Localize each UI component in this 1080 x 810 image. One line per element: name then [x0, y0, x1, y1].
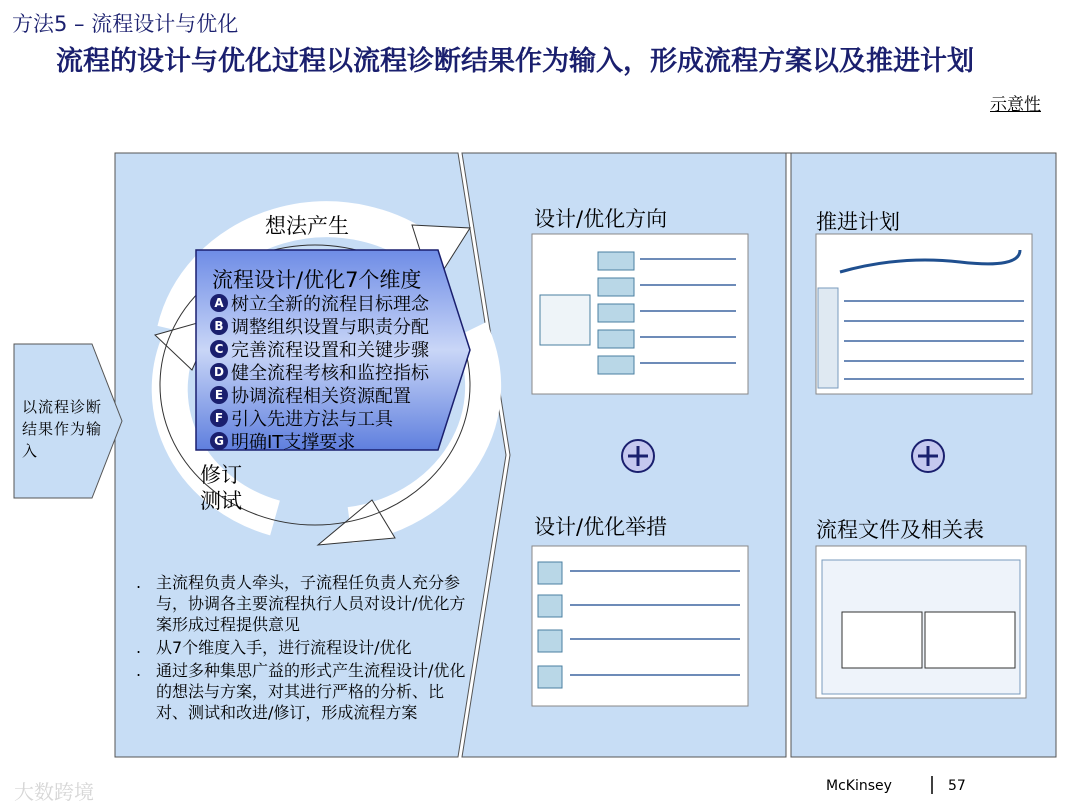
doc-text-line: [640, 362, 736, 364]
plus-icon-right: [912, 440, 944, 472]
bullet-item: [130, 572, 470, 635]
illustrative-tag: 示意性: [990, 95, 1041, 115]
doc-text-line: [844, 360, 1024, 362]
dimension-badge: F: [210, 409, 228, 427]
bullet-list: [130, 572, 470, 725]
dimension-text: 完善流程设置和关键步骤: [231, 340, 429, 361]
section-title: 方法5 – 流程设计与优化: [12, 12, 239, 36]
footer-brand: McKinsey: [826, 778, 892, 794]
doc-text-line: [844, 378, 1024, 380]
watermark: 大数跨境: [14, 780, 94, 804]
dimension-text: 调整组织设置与职责分配: [231, 317, 429, 338]
dimension-badge: D: [210, 363, 228, 381]
doc-plan: [816, 234, 1032, 394]
bullet-marker: .: [136, 573, 142, 592]
measures-label: 设计/优化举措: [534, 515, 668, 539]
dimensions-title: 流程设计/优化7个维度: [212, 268, 422, 292]
dimension-badge: A: [210, 294, 228, 312]
process-files-label: 流程文件及相关表: [816, 518, 984, 542]
dimension-badge: G: [210, 432, 228, 450]
doc-text-line: [844, 320, 1024, 322]
page-headline: 流程的设计与优化过程以流程诊断结果作为输入，形成流程方案以及推进计划: [56, 46, 974, 77]
doc-text-line: [570, 638, 740, 640]
direction-label: 设计/优化方向: [534, 207, 668, 231]
dimension-badge: E: [210, 386, 228, 404]
dimension-text: 明确IT支撑要求: [231, 432, 356, 453]
doc-process-files: [816, 546, 1026, 698]
plan-label: 推进计划: [816, 210, 900, 234]
doc-text-line: [640, 258, 736, 260]
dimension-text: 树立全新的流程目标理念: [231, 294, 429, 315]
bullet-item: [130, 637, 470, 658]
bullet-item: [130, 660, 470, 723]
bullet-marker: .: [136, 638, 142, 657]
bullet-text: 主流程负责人牵头，子流程任负责人充分参与，协调各主要流程执行人员对设计/优化方案形成过程提供意见: [156, 573, 466, 634]
revise-test-label: 修订 测试: [200, 463, 242, 513]
doc-text-line: [570, 674, 740, 676]
doc-text-line: [640, 284, 736, 286]
dimension-badge: B: [210, 317, 228, 335]
dimension-text: 协调流程相关资源配置: [231, 386, 411, 407]
bullet-marker: .: [136, 661, 142, 680]
doc-text-line: [640, 310, 736, 312]
doc-text-line: [570, 604, 740, 606]
page-number: 57: [948, 778, 966, 794]
doc-text-line: [844, 300, 1024, 302]
bullet-text: 从7个维度入手，进行流程设计/优化: [156, 638, 412, 657]
doc-text-line: [570, 570, 740, 572]
doc-text-line: [640, 336, 736, 338]
doc-text-line: [844, 340, 1024, 342]
plus-icon-middle: [622, 440, 654, 472]
dimension-text: 引入先进方法与工具: [231, 409, 393, 430]
dimension-badge: C: [210, 340, 228, 358]
dimension-text: 健全流程考核和监控指标: [231, 363, 429, 384]
dimension-item: [210, 428, 355, 454]
idea-label: 想法产生: [265, 214, 349, 238]
input-label: 以流程诊断结果作为输入: [22, 398, 103, 460]
bullet-text: 通过多种集思广益的形式产生流程设计/优化的想法与方案，对其进行严格的分析、比对、测试和改进/修订，形成流程方案: [156, 661, 466, 722]
